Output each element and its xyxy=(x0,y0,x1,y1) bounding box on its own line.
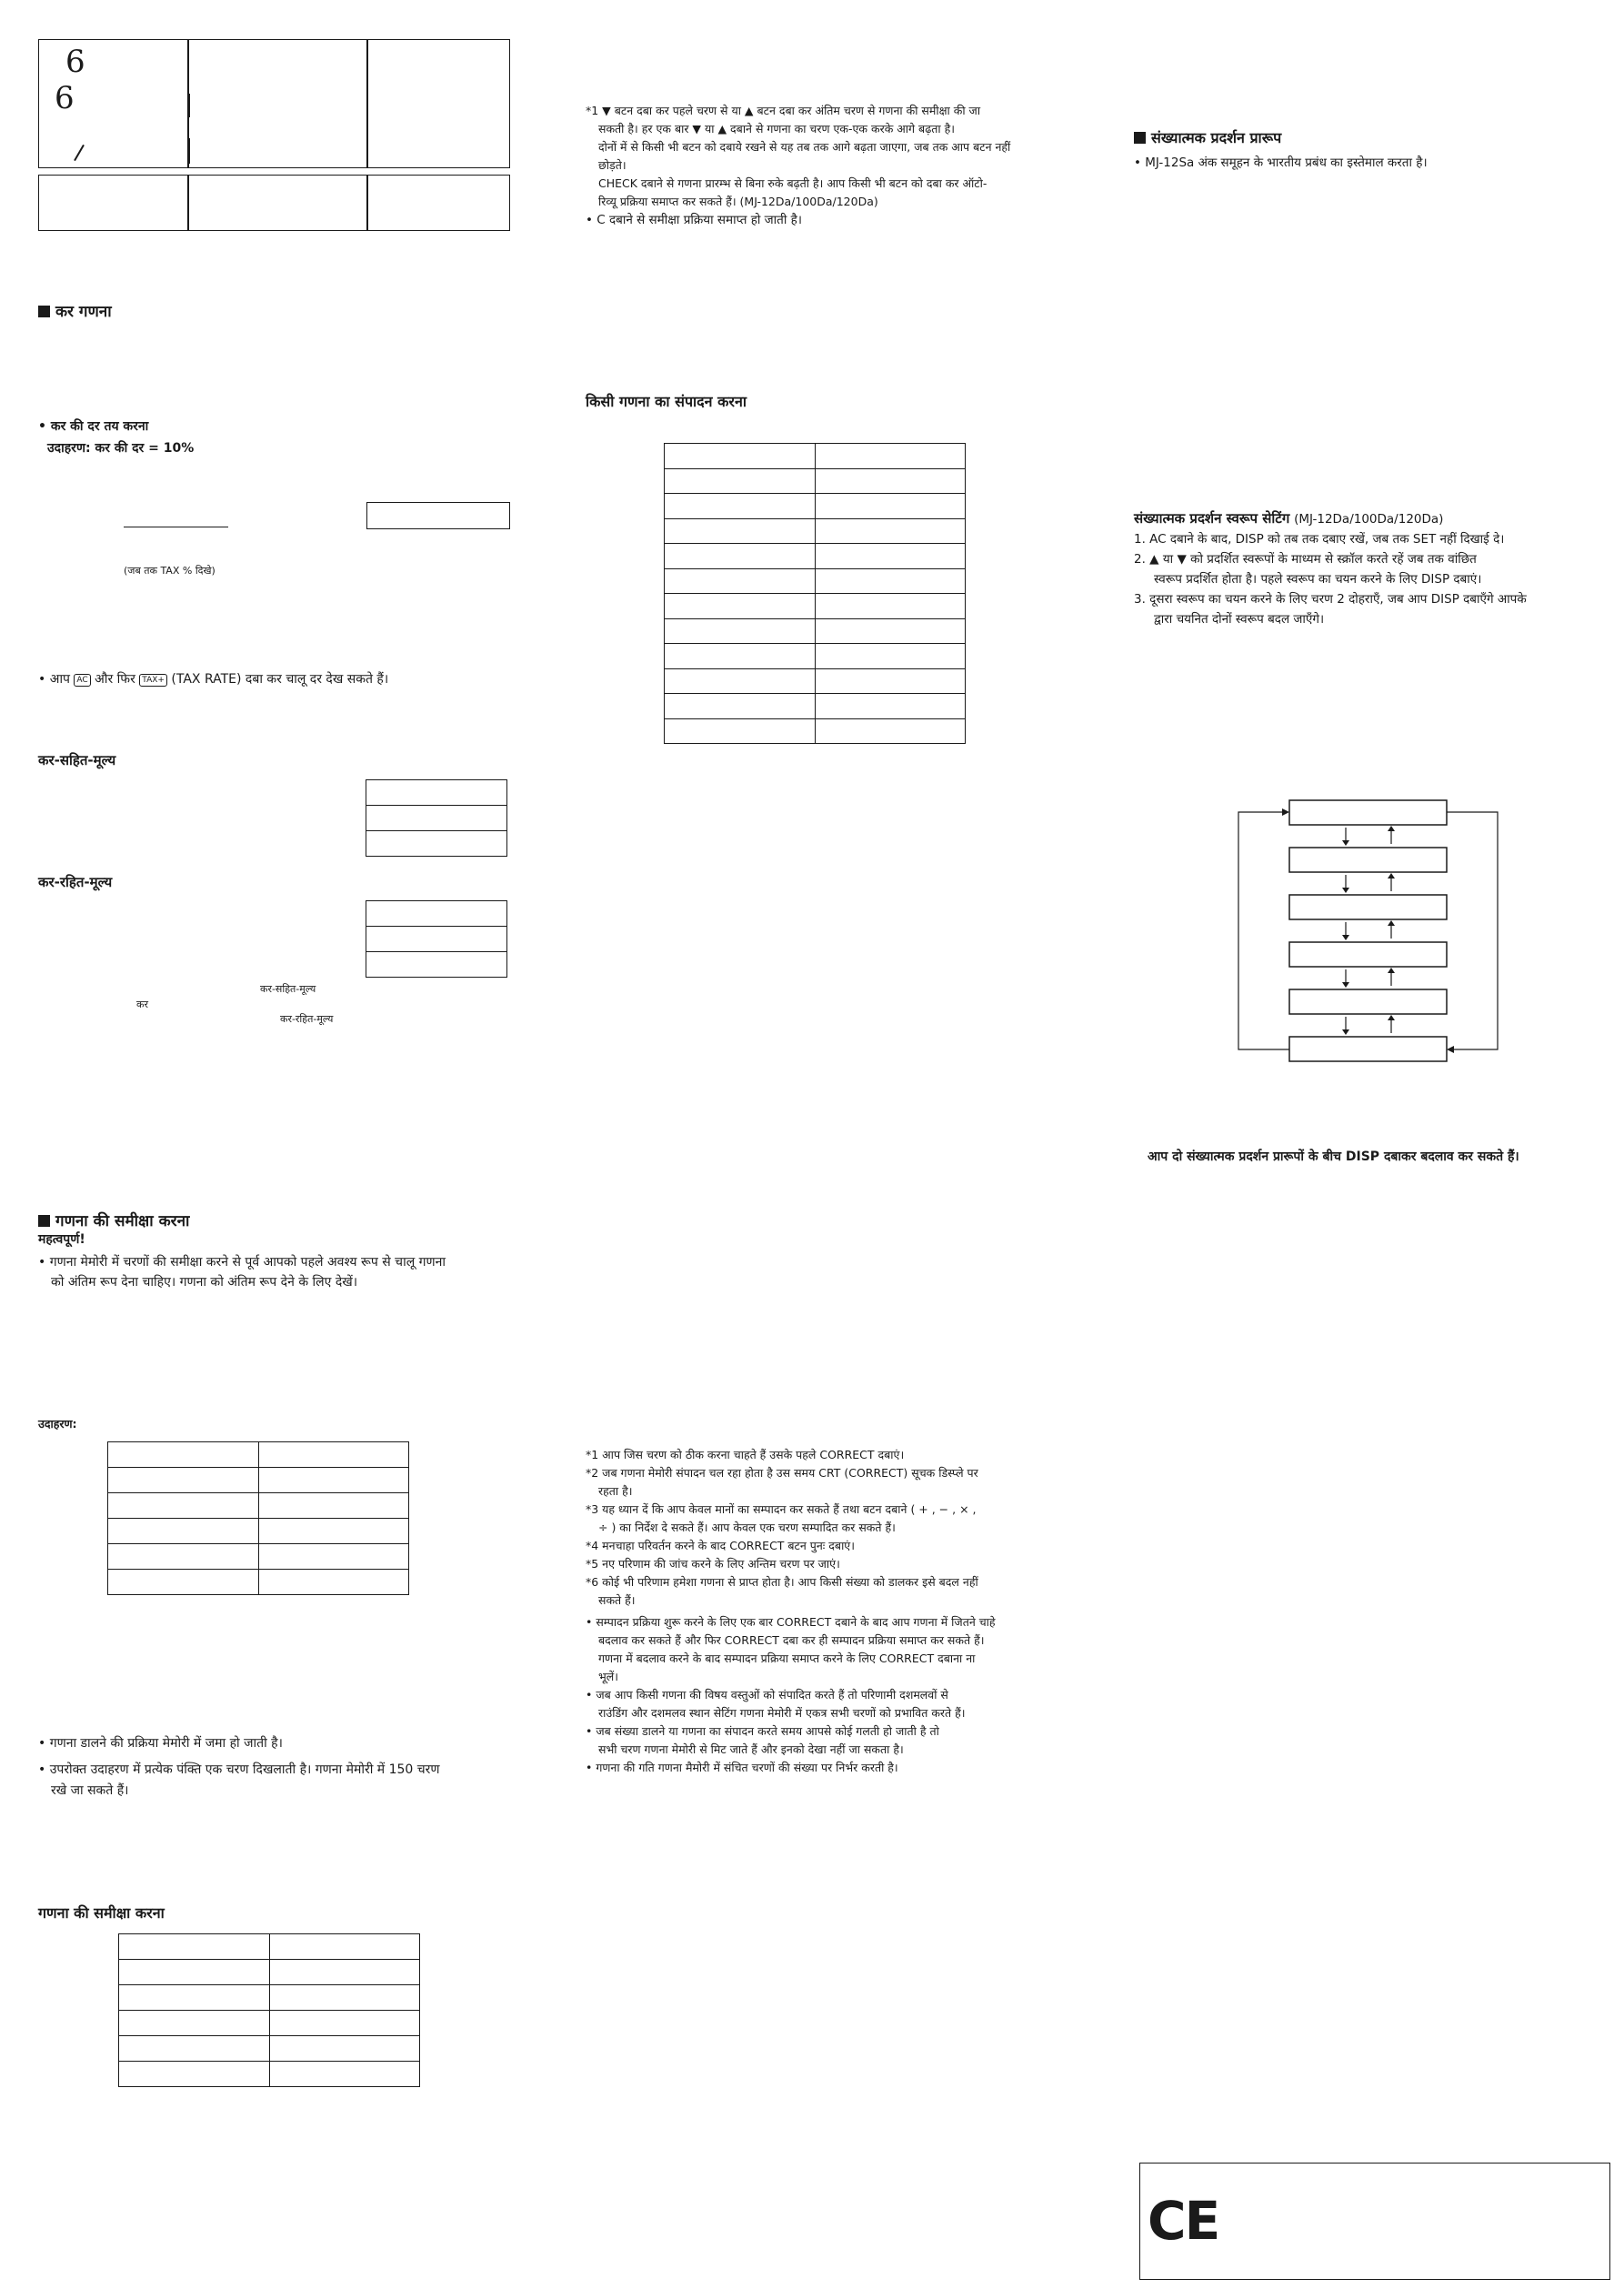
setting-steps xyxy=(1134,529,1607,629)
footnote: *2 जब गणना मेमोरी संपादन चल रहा होता है उस समय CRT (CORRECT) सूचक डिस्प्ले पर xyxy=(586,1466,978,1480)
footnote: *1 आप जिस चरण को ठीक करना चाहते हैं उसके पहले CORRECT दबाएं। xyxy=(586,1448,905,1461)
display-panel-bottom xyxy=(38,175,510,231)
bullet-note: सभी चरण गणना मेमोरी से मिट जाते हैं और इनको देखा नहीं जा सकता है। xyxy=(598,1742,904,1756)
tax-plus-key-icon: TAX+ xyxy=(139,674,167,687)
note1-line: *1 ▼ बटन दबा कर पहले चरण से या ▲ बटन दबा कर अंतिम चरण से गणना की समीक्षा की जा xyxy=(586,104,981,117)
footnote: *6 कोई भी परिणाम हमेशा गणना से प्राप्त होता है। आप किसी संख्या को डालकर इसे बदल नहीं xyxy=(586,1575,978,1589)
note1-line: छोड़ते। xyxy=(598,158,627,172)
memory-note-3: रखे जा सकते हैं। xyxy=(51,1783,129,1798)
review-heading-2: गणना की समीक्षा करना xyxy=(38,1904,165,1922)
tax-view-line: • आप AC और फिर TAX+ (TAX RATE) दबा कर चालू दर देख सकते हैं। xyxy=(38,672,389,687)
incl-heading: कर-सहित-मूल्य xyxy=(38,752,116,768)
bullet-note: • गणना की गति गणना मैमोरी में संचित चरणों की संख्या पर निर्भर करती है। xyxy=(586,1761,898,1774)
numfmt-heading: संख्यात्मक प्रदर्शन प्रारूप xyxy=(1134,127,1281,147)
setting-heading: संख्यात्मक प्रदर्शन स्वरूप सेटिंग (MJ-12Da/100Da/120Da) xyxy=(1134,510,1444,527)
note1-line: • C दबाने से समीक्षा प्रक्रिया समाप्त हो जाती है। xyxy=(586,213,802,227)
tax-rate-display-box xyxy=(366,502,510,529)
footnote: ÷ ) का निर्देश दे सकते हैं। आप केवल एक चरण सम्पादित कर सकते हैं। xyxy=(598,1521,896,1534)
label-tax: कर xyxy=(136,999,148,1010)
square-bullet-icon xyxy=(38,1215,50,1227)
bullet-note: भूलें। xyxy=(598,1670,619,1683)
footnote: *3 यह ध्यान दें कि आप केवल मानों का सम्पादन कर सकते हैं तथा बटन दबाने ( + , − , × , xyxy=(586,1502,977,1516)
important-label: महत्वपूर्ण! xyxy=(38,1232,85,1247)
edit-heading: किसी गणना का संपादन करना xyxy=(586,393,747,410)
note1-line: CHECK दबाने से गणना प्रारम्भ से बिना रुके बढ़ती है। आप किसी भी बटन को दबा कर ऑटो- xyxy=(598,176,987,190)
note1-line: सकती है। हर एक बार ▼ या ▲ दबाने से गणना का चरण एक-एक करके आगे बढ़ता है। xyxy=(598,122,955,136)
tax-display-note: (जब तक TAX % दिखे) xyxy=(124,565,216,577)
review-table xyxy=(118,1933,420,2087)
bullet-note: बदलाव कर सकते हैं और फिर CORRECT दबा कर ही सम्पादन प्रक्रिया समाप्त कर सकते हैं। xyxy=(598,1633,985,1647)
review-note-2: को अंतिम रूप देना चाहिए। गणना को अंतिम रूप देने के लिए देखें। xyxy=(51,1275,358,1290)
review-heading: गणना की समीक्षा करना xyxy=(38,1210,189,1230)
note1-line: दोनों में से किसी भी बटन को दबाये रखने से यह तब तक आगे बढ़ता जाएगा, जब तक आप बटन नहीं xyxy=(598,140,1011,154)
setting-step: 1. AC दबाने के बाद, DISP को तब तक दबाए रखें, जब तक SET नहीं दिखाई दे। xyxy=(1134,532,1505,547)
format-box xyxy=(1289,1037,1447,1061)
display-panel-top xyxy=(38,39,510,168)
footnote: सकते हैं। xyxy=(598,1593,636,1607)
setting-step: स्वरूप प्रदर्शित होता है। पहले स्वरूप का चयन करने के लिए DISP दबाएं। xyxy=(1154,572,1482,587)
format-box xyxy=(1289,848,1447,872)
format-box xyxy=(1289,895,1447,919)
review-note-1: • गणना मेमोरी में चरणों की समीक्षा करने से पूर्व आपको पहले अवश्य रूप से चालू गणना xyxy=(38,1255,446,1270)
format-box xyxy=(1289,942,1447,967)
setting-step: 2. ▲ या ▼ को प्रदर्शित स्वरूपों के माध्यम से स्क्रॉल करते रहें जब तक वांछित xyxy=(1134,552,1477,567)
edit-footnotes xyxy=(586,1446,1077,1777)
display-divider xyxy=(366,39,368,167)
setting-step: द्वारा चयनित दोनों स्वरूप बदल जाएँगे। xyxy=(1154,612,1325,627)
example-label: उदाहरण: xyxy=(38,1417,77,1431)
square-bullet-icon xyxy=(38,306,50,317)
display-divider xyxy=(366,175,368,230)
edit-table xyxy=(664,443,966,744)
excl-heading: कर-रहित-मूल्य xyxy=(38,874,113,890)
memory-note-1: • गणना डालने की प्रक्रिया मेमोरी में जमा हो जाती है। xyxy=(38,1736,283,1751)
display-tick xyxy=(187,138,190,164)
incl-display-table xyxy=(366,779,507,857)
numfmt-note: • MJ-12Sa अंक समूहन के भारतीय प्रबंध का इस्तेमाल करता है। xyxy=(1134,156,1428,170)
review-notes-block xyxy=(586,102,1058,229)
ce-mark: CE xyxy=(1148,2190,1219,2252)
memory-note-2: • उपरोक्त उदाहरण में प्रत्येक पंक्ति एक चरण दिखलाती है। गणना मेमोरी में 150 चरण xyxy=(38,1762,440,1777)
format-box xyxy=(1289,989,1447,1014)
label-excl: कर-रहित-मूल्य xyxy=(280,1013,334,1025)
footnote: *4 मनचाहा परिवर्तन करने के बाद CORRECT बटन पुनः दबाएं। xyxy=(586,1539,855,1552)
display-glyph: 6 xyxy=(55,80,75,116)
bullet-note: • सम्पादन प्रक्रिया शुरू करने के लिए एक बार CORRECT दबाने के बाद आप गणना में जितने चाहे xyxy=(586,1615,996,1629)
display-divider xyxy=(187,175,189,230)
setting-step: 3. दूसरा स्वरूप का चयन करने के लिए चरण 2 दोहराएँ, जब आप DISP दबाएँगे आपके xyxy=(1134,592,1527,607)
tax-heading: कर गणना xyxy=(38,300,112,321)
format-cycle-diagram xyxy=(1228,791,1509,1073)
tax-rate-example: उदाहरण: कर की दर = 10% xyxy=(47,441,195,456)
footnote: रहता है। xyxy=(598,1484,633,1498)
bullet-note: • जब आप किसी गणना की विषय वस्तुओं को संपादित करते हैं तो परिणामी दशमलवों से xyxy=(586,1688,948,1702)
display-glyph: 6 xyxy=(65,44,85,80)
bullet-note: • जब संख्या डालने या गणना का संपादन करते समय आपसे कोई गलती हो जाती है तो xyxy=(586,1724,939,1738)
display-tick xyxy=(187,94,190,117)
label-incl: कर-सहित-मूल्य xyxy=(260,983,316,995)
excl-display-table xyxy=(366,900,507,978)
ac-key-icon: AC xyxy=(74,674,90,687)
example-table xyxy=(107,1441,409,1595)
switch-note: आप दो संख्यात्मक प्रदर्शन प्रारूपों के बीच DISP दबाकर बदलाव कर सकते हैं। xyxy=(1148,1150,1519,1164)
square-bullet-icon xyxy=(1134,132,1146,144)
tax-rate-title: • कर की दर तय करना xyxy=(38,419,149,434)
format-box xyxy=(1289,800,1447,825)
note1-line: रिव्यू प्रक्रिया समाप्त कर सकते हैं। (MJ-12Da/100Da/120Da) xyxy=(598,195,878,208)
bullet-note: गणना में बदलाव करने के बाद सम्पादन प्रक्रिया समाप्त करने के लिए CORRECT दबाना ना xyxy=(598,1651,976,1665)
footnote: *5 नए परिणाम की जांच करने के लिए अन्तिम चरण पर जाएं। xyxy=(586,1557,840,1571)
bullet-note: राउंडिंग और दशमलव स्थान सेटिंग गणना मेमोरी में एकत्र सभी चरणों को प्रभावित करते हैं। xyxy=(598,1706,966,1720)
